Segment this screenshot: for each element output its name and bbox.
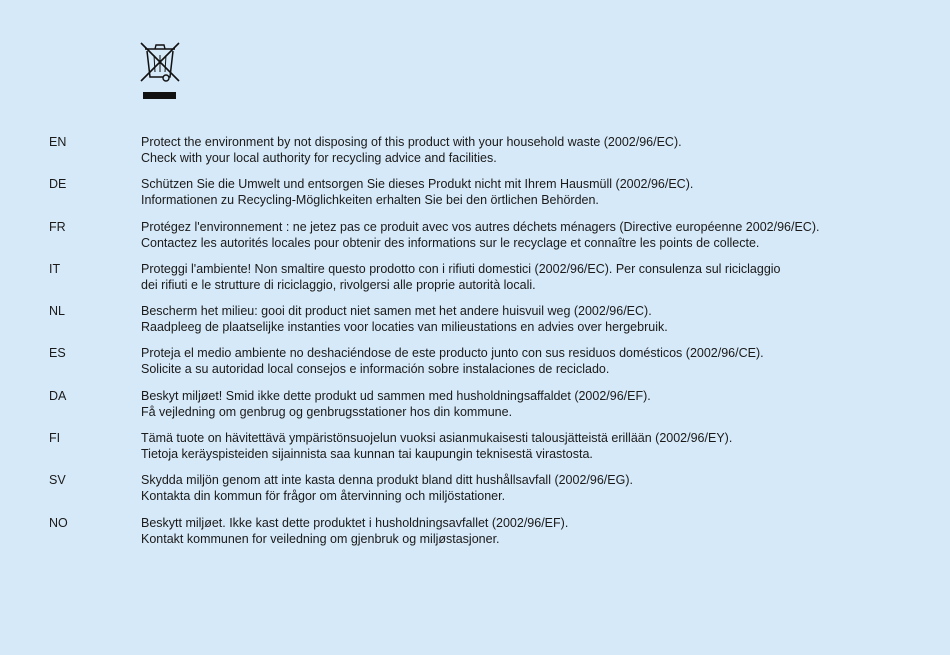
- notice-text: [141, 472, 929, 514]
- notice-line-1: Protect the environment by not disposing of this product with your household waste (2002/96/EC).: [141, 135, 682, 149]
- notice-text: [141, 388, 929, 430]
- notice-text: [141, 176, 929, 218]
- notice-text: [141, 430, 929, 472]
- entry-nl: [49, 303, 929, 345]
- language-code: SV: [49, 473, 66, 488]
- entry-en: [49, 134, 929, 176]
- entry-no: [49, 515, 929, 557]
- language-code: EN: [49, 135, 67, 149]
- notice-line-1: Bescherm het milieu: gooi dit product niet samen met het andere huisvuil weg (2002/96/EC).: [141, 304, 652, 319]
- notice-line-2: Solicite a su autoridad local consejos e información sobre instalaciones de reciclado.: [141, 362, 610, 377]
- notice-line-2: dei rifiuti e le strutture di riciclaggio, rivolgersi alle proprie autorità locali.: [141, 277, 536, 292]
- notice-line-2: Få vejledning om genbrug og genbrugsstationer hos din kommune.: [141, 404, 513, 419]
- language-code: FI: [49, 431, 61, 446]
- language-code: IT: [49, 261, 61, 276]
- entry-it: [49, 261, 929, 303]
- notice-line-2: Contactez les autorités locales pour obtenir des informations sur le recyclage et connaître les points de collecte.: [141, 235, 760, 250]
- entry-es: [49, 345, 929, 387]
- notice-line-1: Skydda miljön genom att inte kasta denna produkt bland ditt hushållsavfall (2002/96/EG).: [141, 473, 633, 488]
- notice-line-1: Beskyt miljøet! Smid ikke dette produkt ud sammen med husholdningsaffaldet (2002/96/EF).: [141, 388, 651, 403]
- notice-line-2: Kontakt kommunen for veiledning om gjenbruk og miljøstasjoner.: [141, 531, 500, 546]
- notice-line-1: Proteggi l'ambiente! Non smaltire questo prodotto con i rifiuti domestici (2002/96/EC). Per consulenza sul riciclaggio: [141, 261, 781, 276]
- notice-line-2: Raadpleeg de plaatselijke instanties voor locaties van milieustations en advies over hergebruik.: [141, 320, 668, 335]
- entry-fr: [49, 219, 929, 261]
- crossed-out-wheelie-bin-icon: [138, 40, 182, 102]
- notice-line-1: Protégez l'environnement : ne jetez pas ce produit avec vos autres déchets ménagers (Directive européenne 2002/96/EC).: [141, 219, 820, 234]
- notice-text: [141, 219, 929, 261]
- notice-text: [141, 303, 929, 345]
- notice-text: [141, 261, 929, 303]
- disposal-notice-list: [49, 134, 929, 557]
- notice-line-2: Informationen zu Recycling-Möglichkeiten erhalten Sie bei den örtlichen Behörden.: [141, 193, 599, 208]
- language-code: DE: [49, 177, 67, 192]
- entry-da: [49, 388, 929, 430]
- notice-line-2: Check with your local authority for recycling advice and facilities.: [141, 151, 497, 165]
- language-code: FR: [49, 219, 66, 234]
- notice-text: [141, 515, 929, 557]
- notice-text: [141, 345, 929, 387]
- notice-text: [141, 134, 929, 176]
- notice-line-2: Tietoja keräyspisteiden sijainnista saa kunnan tai kaupungin teknisestä virastosta.: [141, 447, 593, 462]
- entry-fi: [49, 430, 929, 472]
- language-code: NO: [49, 515, 68, 530]
- notice-line-2: Kontakta din kommun för frågor om återvinning och miljöstationer.: [141, 489, 506, 504]
- notice-line-1: Schützen Sie die Umwelt und entsorgen Sie dieses Produkt nicht mit Ihrem Hausmüll (2002/96/EC).: [141, 177, 694, 192]
- entry-sv: [49, 472, 929, 514]
- notice-line-1: Beskytt miljøet. Ikke kast dette produktet i husholdningsavfallet (2002/96/EF).: [141, 515, 569, 530]
- notice-line-1: Tämä tuote on hävitettävä ympäristönsuojelun vuoksi asianmukaisesti talousjätteistä erillään (2002/96/EY).: [141, 431, 733, 446]
- language-code: DA: [49, 388, 67, 403]
- notice-line-1: Proteja el medio ambiente no deshaciéndose de este producto junto con sus residuos domésticos (2002/96/CE).: [141, 346, 764, 361]
- weee-symbol: [138, 40, 182, 102]
- language-code: ES: [49, 346, 66, 361]
- entry-de: [49, 176, 929, 218]
- language-code: NL: [49, 304, 65, 319]
